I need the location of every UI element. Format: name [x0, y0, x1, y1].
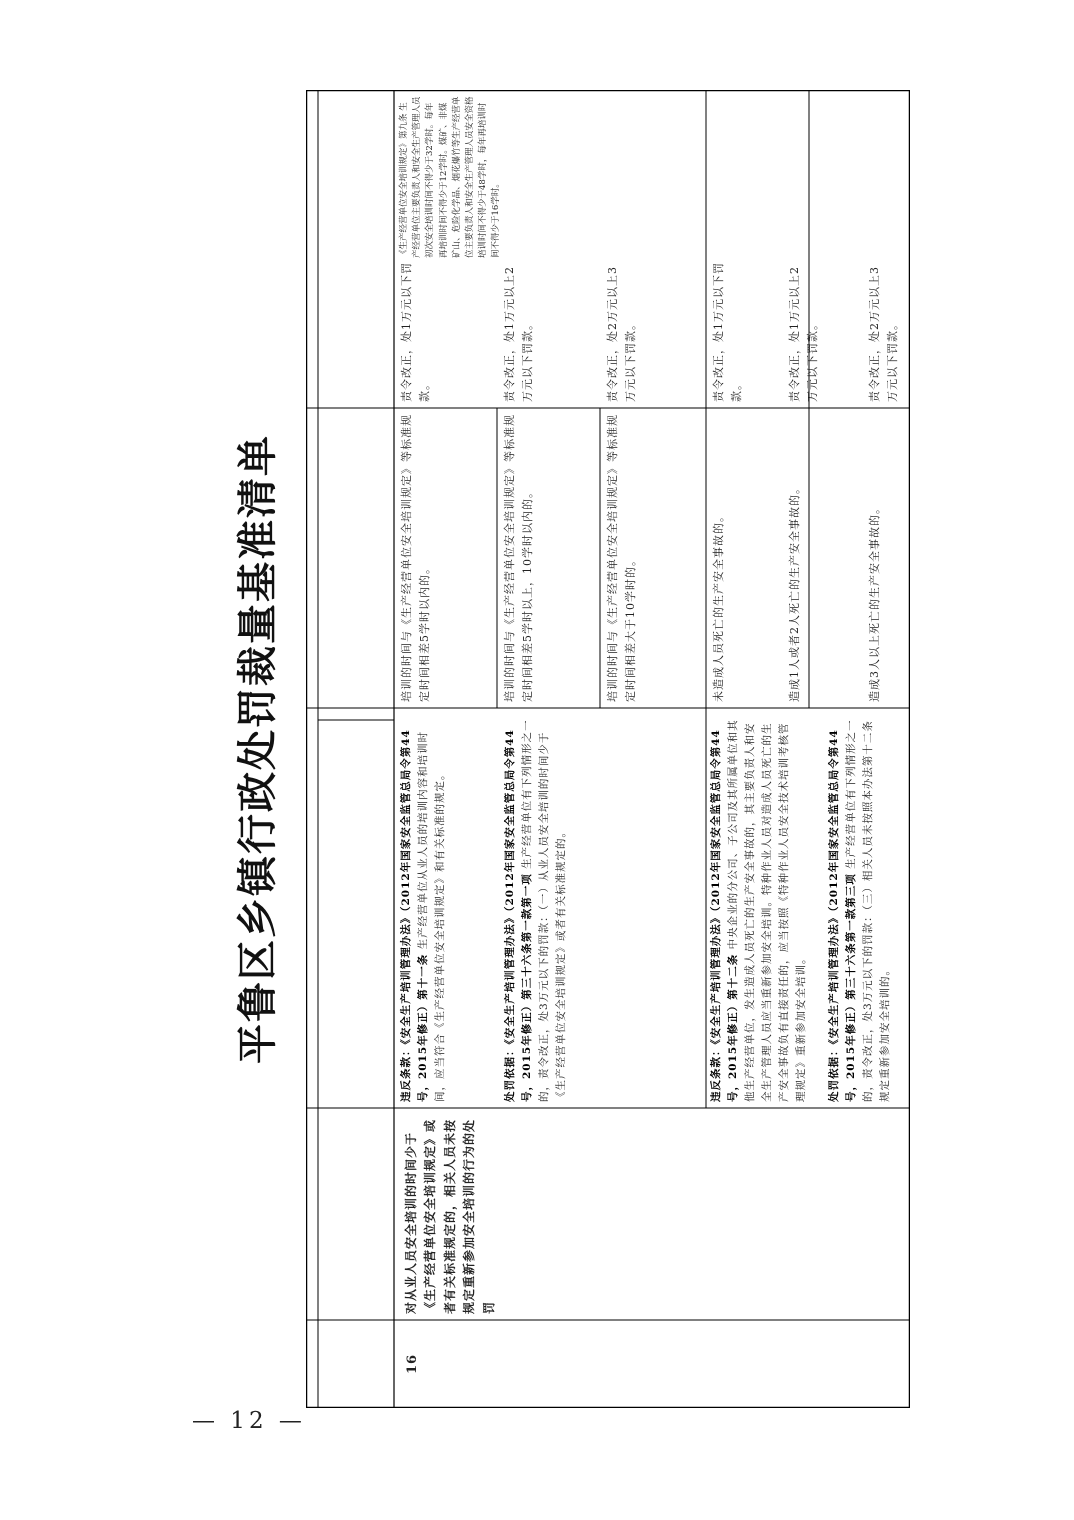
rotated-sheet — [210, 90, 910, 1408]
basis-lead: 违反条款： — [400, 1044, 412, 1102]
circumstance-text: 培训的时间与《生产经营单位安全培训规定》等标准规定时间相差大于10学时的。 — [606, 414, 637, 702]
circumstance-text: 培训的时间与《生产经营单位安全培训规定》等标准规定时间相差5学时以内的。 — [400, 414, 431, 702]
basis-lead: 处罚依据： — [504, 1044, 516, 1102]
basis-paragraph — [826, 714, 910, 1102]
circumstance-text: 培训的时间与《生产经营单位安全培训规定》等标准规定时间相差5学时以上，10学时以内的。 — [503, 414, 534, 702]
page-title: 平鲁区乡镇行政处罚裁量基准清单 — [234, 434, 281, 1064]
penalty-text: 责令改正，处2万元以上3万元以下罚款。 — [868, 266, 899, 402]
penalty-text: 责令改正，处1万元以下罚款。 — [712, 262, 743, 402]
row-number: 16 — [405, 1353, 420, 1375]
page-number: — 12 — — [192, 1408, 306, 1434]
basis-paragraph — [502, 714, 612, 1102]
basis-lead: 违反条款： — [710, 1044, 722, 1102]
basis-law: 《安全生产培训管理办法》（2012年国家安全监管总局令第44号，2015年修正）第三十六条第一款第三项 — [828, 729, 857, 1102]
note-text: 《生产经营单位安全培训规定》第九条 生产经营单位主要负责人和安全生产管理人员初次安全培训时间不得少于32学时。每年再培训时间不得少于12学时。煤矿、非煤矿山、危险化学品、烟花爆竹等生产经营单位主要负责人和安全生产管理人员安全资格培训时间不得少于48学时，每年再培训时间不得少于16学时。 — [399, 96, 502, 258]
basis-paragraph — [398, 714, 498, 1102]
basis-text: 生产经营单位有下列情形之一的，责令改正，处3万元以下的罚款：（一）从业人员安全培训的时间少于《生产经营单位安全培训规定》或者有关标准规定的。 — [521, 719, 567, 1102]
item-name: 对从业人员安全培训的时间少于《生产经营单位安全培训规定》或者有关标准规定的，相关人员未按规定重新参加安全培训的行为的处罚 — [404, 1118, 496, 1314]
basis-lead: 处罚依据： — [828, 1044, 840, 1102]
basis-text: 中央企业的分公司、子公司及其所属单位和其他生产经营单位，发生造成人员死亡的生产安全事故的，其主要负责人和安全生产管理人员应当重新参加安全培训。特种作业人员对造成人员死亡的生产安全事故负有直接责任的，应当按照《特种作业人员安全技术培训考核管理规定》重新参加安全培训。 — [727, 719, 807, 1102]
penalty-text: 责令改正，处1万元以上2万元以下罚款。 — [503, 266, 534, 402]
basis-text: 生产经营单位有下列情形之一的，责令改正，处3万元以下的罚款：（三）相关人员未按照本办法第十二条规定重新参加安全培训的。 — [845, 719, 891, 1102]
penalty-text: 责令改正，处2万元以上3万元以下罚款。 — [606, 266, 637, 402]
basis-law: 《安全生产培训管理办法》（2012年国家安全监管总局令第44号，2015年修正）第十二条 — [710, 729, 739, 1102]
basis-text: 生产经营单位从业人员的培训内容和培训时间，应当符合《生产经营单位安全培训规定》和有关标准的规定。 — [417, 730, 446, 1102]
circumstance-text: 未造成人员死亡的生产安全事故的。 — [712, 510, 725, 702]
circumstance-text: 造成3人以上死亡的生产安全事故的。 — [868, 502, 881, 702]
basis-paragraph — [708, 714, 828, 1102]
benchmark-table — [306, 90, 910, 1408]
basis-law: 《安全生产培训管理办法》（2012年国家安全监管总局令第44号，2015年修正）第三十六条第一款第一项 — [504, 729, 533, 1102]
penalty-text: 责令改正，处1万元以上2万元以下罚款。 — [788, 266, 819, 402]
circumstance-text: 造成1人或者2人死亡的生产安全事故的。 — [788, 482, 801, 702]
penalty-text: 责令改正，处1万元以下罚款。 — [400, 262, 431, 402]
basis-law: 《安全生产培训管理办法》（2012年国家安全监管总局令第44号，2015年修正）第十一条 — [400, 729, 429, 1102]
